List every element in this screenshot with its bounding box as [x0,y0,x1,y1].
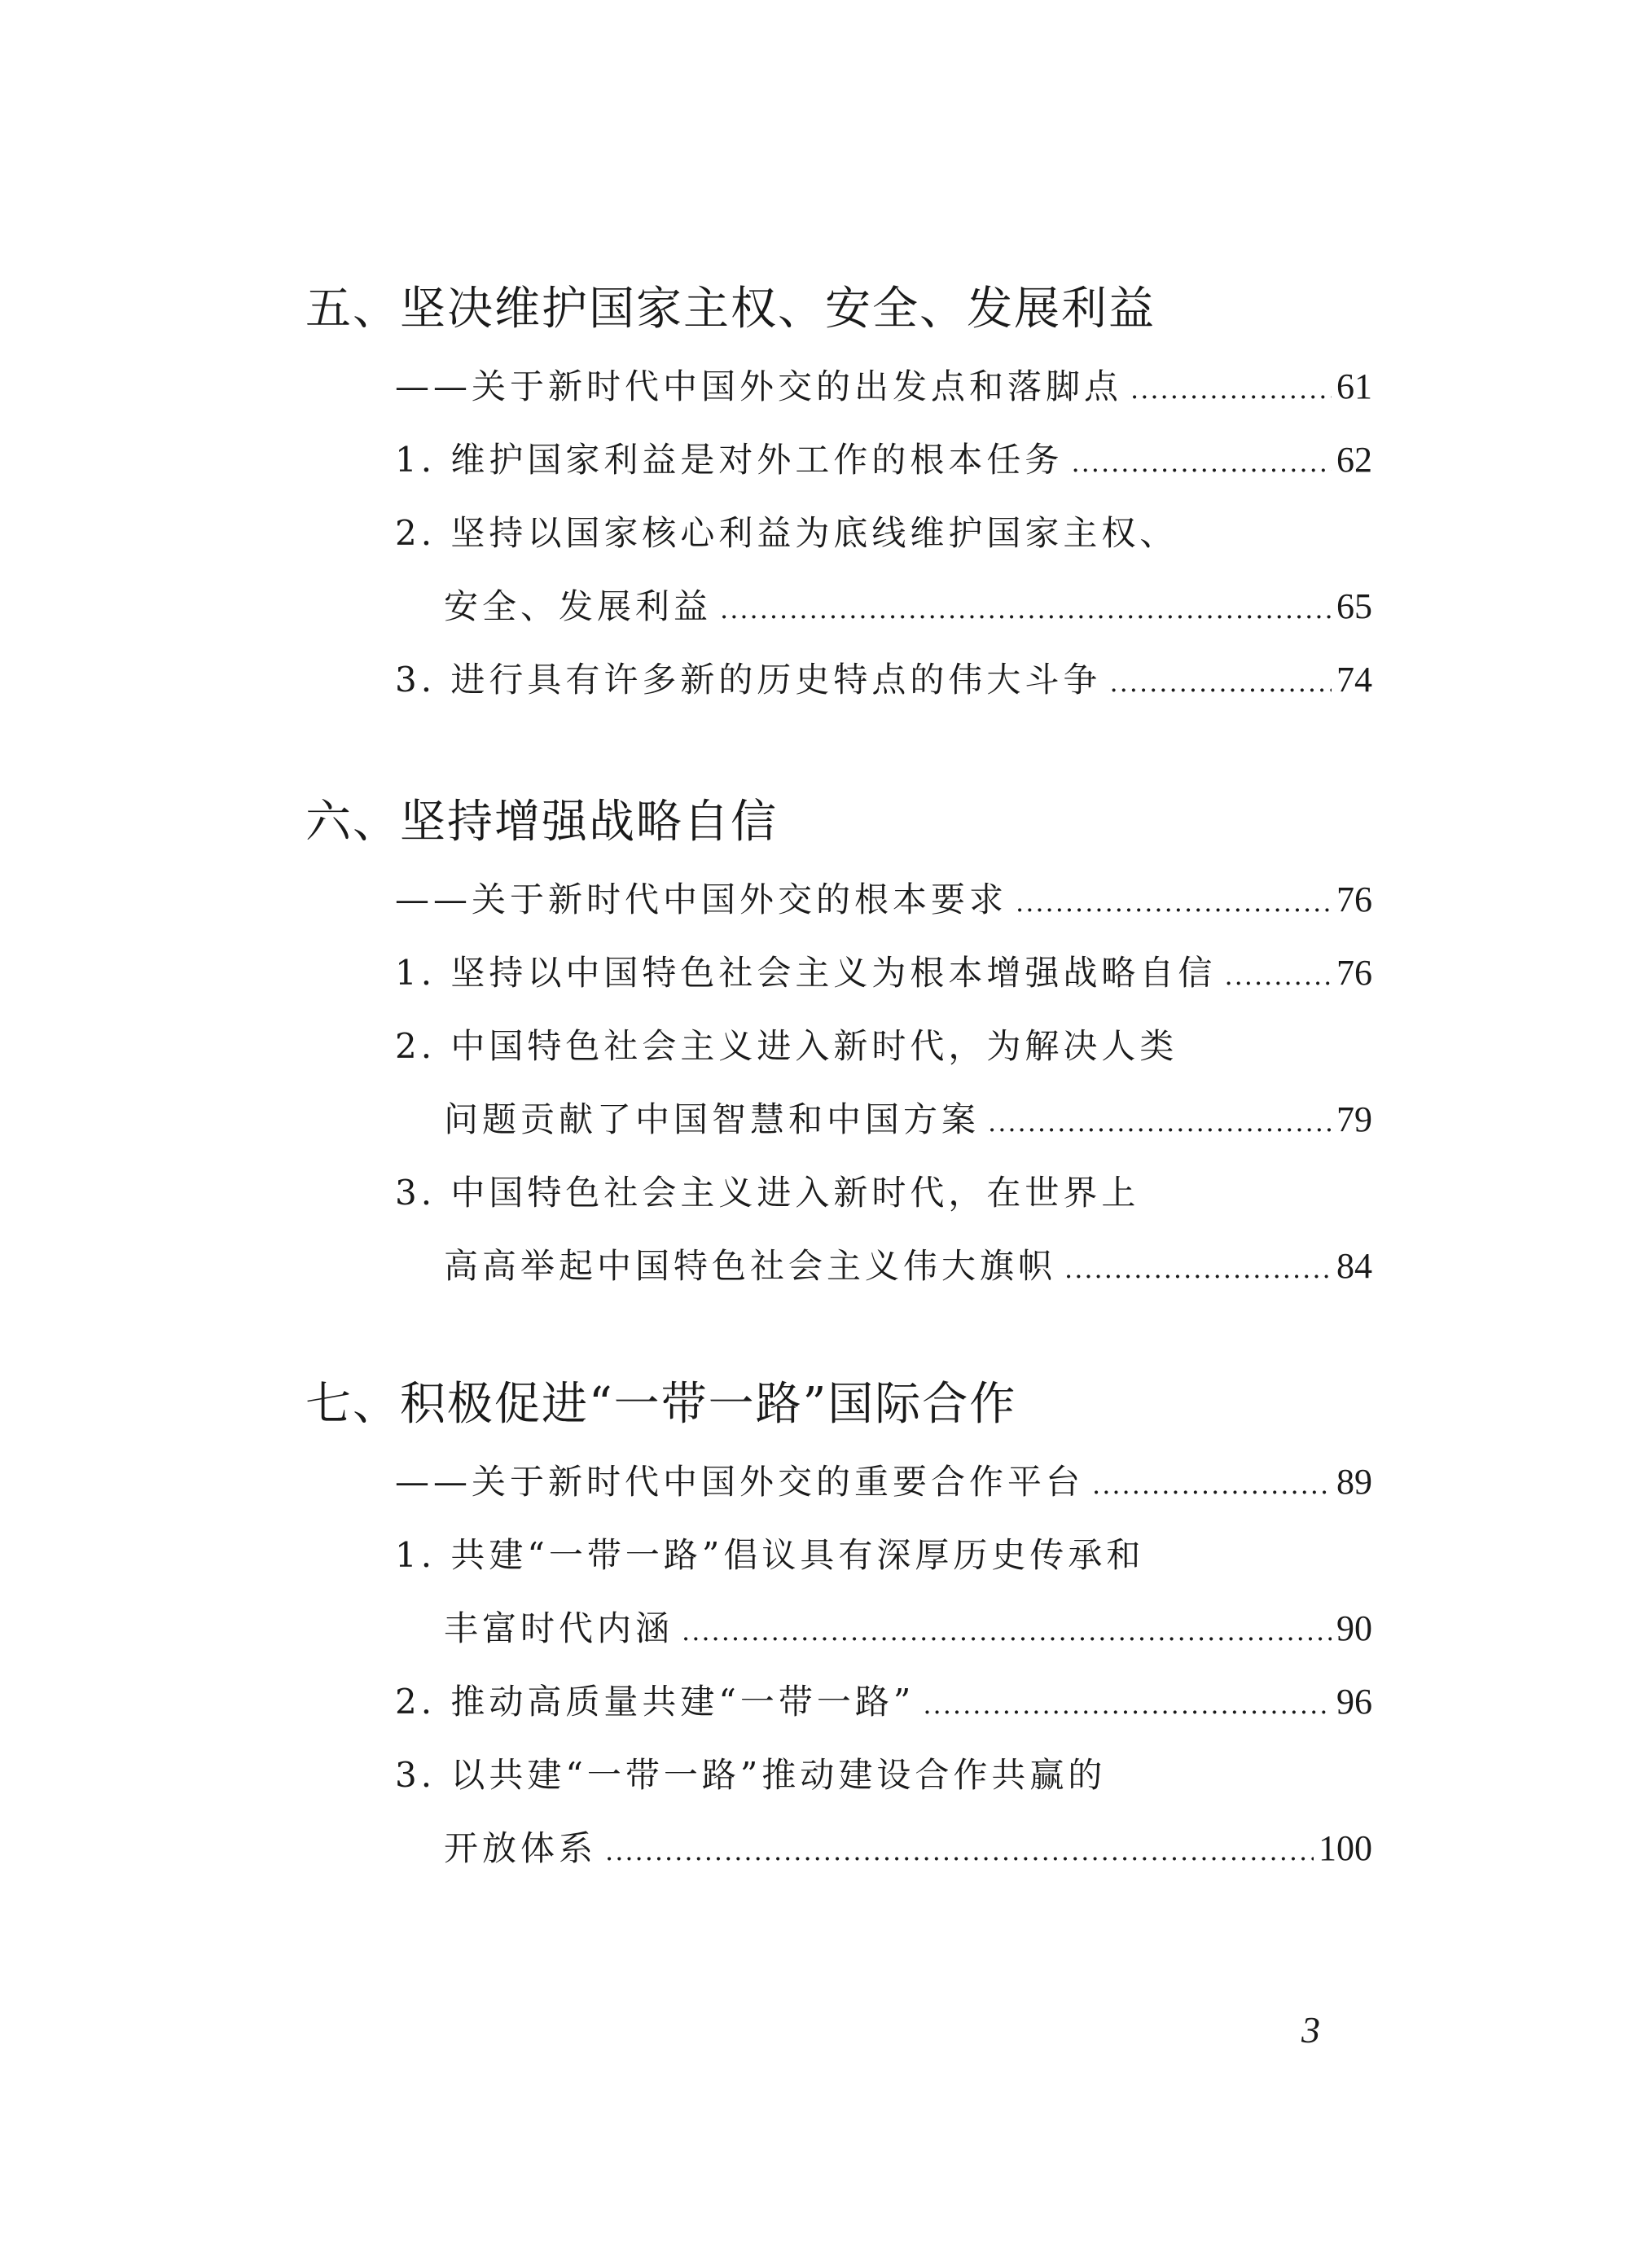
entry-text: 3. 以共建“一带一路”推动建设合作共赢的 [395,1755,1107,1795]
page-ref: 74 [1336,660,1372,700]
entry-text: 2. 推动高质量共建“一带一路” [395,1682,915,1722]
entry-text: 3. 进行具有许多新的历史特点的伟大斗争 [395,660,1102,700]
dot-leader [720,585,1332,634]
subtitle-text: ——关于新时代中国外交的重要合作平台 [395,1462,1085,1502]
toc-entry[interactable] [395,509,1372,558]
toc-entry[interactable] [395,1751,1372,1800]
toc-entry[interactable] [395,1022,1372,1071]
dot-leader [605,1827,1314,1875]
entry-text: 2. 坚持以国家核心利益为底线维护国家主权、 [395,513,1178,553]
page-ref: 76 [1336,880,1372,919]
toc-entry[interactable] [395,436,1372,487]
entry-text: 2. 中国特色社会主义进入新时代，为解决人类 [395,1026,1178,1066]
dot-leader [988,1098,1332,1147]
entry-text: 1. 共建“一带一路”倡议具有深厚历史传承和 [395,1535,1145,1575]
dot-leader [1224,951,1332,1000]
toc-entry[interactable] [395,1169,1372,1217]
dot-leader [1016,878,1332,927]
page-ref: 65 [1336,586,1372,626]
page-ref: 89 [1336,1462,1372,1502]
dot-leader [1109,658,1332,707]
toc-entry[interactable] [395,949,1372,1000]
page-ref: 79 [1336,1099,1372,1139]
entry-text: 高高举起中国特色社会主义伟大旗帜 [444,1246,1057,1286]
dot-leader [1071,438,1332,487]
entry-text: 安全、发展利益 [444,586,713,626]
page-ref: 96 [1336,1682,1372,1722]
toc-entry-continued[interactable] [444,1242,1372,1293]
dot-leader [1092,1460,1332,1509]
section-title: 六、坚持增强战略自信 [305,796,778,849]
toc-entry-continued[interactable] [444,1604,1372,1656]
dot-leader [1064,1244,1332,1293]
toc-entry[interactable] [395,1531,1372,1580]
dot-leader [682,1607,1332,1656]
page-ref: 90 [1336,1608,1372,1648]
toc-entry-continued[interactable] [444,1095,1372,1147]
section-title: 五、坚决维护国家主权、安全、发展利益 [305,283,1156,336]
section-title: 七、积极促进“一带一路”国际合作 [305,1378,1017,1431]
entry-text: 1. 维护国家利益是对外工作的根本任务 [395,440,1064,480]
page-ref: 62 [1336,440,1372,480]
section-subtitle[interactable] [395,1458,1372,1509]
page-ref: 76 [1336,953,1372,993]
subtitle-text: ——关于新时代中国外交的出发点和落脚点 [395,366,1123,406]
page-ref: 84 [1336,1246,1372,1286]
subtitle-text: ——关于新时代中国外交的根本要求 [395,880,1008,919]
page-ref: 100 [1319,1828,1372,1868]
entry-text: 丰富时代内涵 [444,1608,674,1648]
toc-entry-continued[interactable] [444,1824,1372,1875]
toc-entry[interactable] [395,656,1372,707]
entry-text: 开放体系 [444,1828,598,1868]
page-ref: 61 [1336,366,1372,406]
section-subtitle[interactable] [395,362,1372,414]
toc-entry[interactable] [395,1678,1372,1729]
page-number: 3 [1301,2009,1320,2051]
dot-leader [923,1680,1332,1729]
entry-text: 3. 中国特色社会主义进入新时代，在世界上 [395,1173,1140,1213]
toc-entry-continued[interactable] [444,582,1372,634]
dot-leader [1130,365,1332,414]
entry-text: 问题贡献了中国智慧和中国方案 [444,1099,981,1139]
entry-text: 1. 坚持以中国特色社会主义为根本增强战略自信 [395,953,1217,993]
section-subtitle[interactable] [395,875,1372,927]
